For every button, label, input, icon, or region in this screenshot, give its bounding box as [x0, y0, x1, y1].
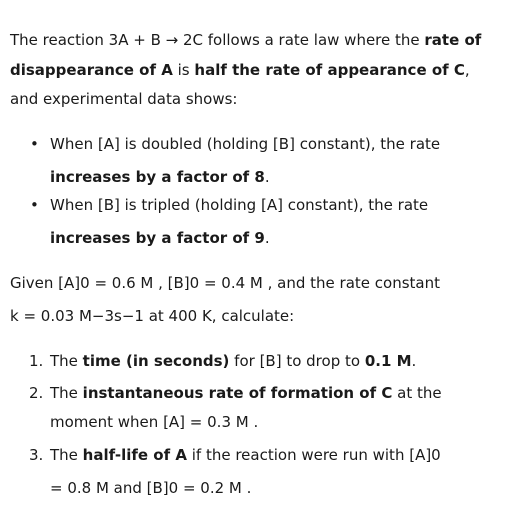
- bullet-1-line-1: When [A] is doubled (holding [B] constant), the rate: [50, 135, 441, 153]
- question-1-line-1: [50, 352, 416, 370]
- question-3-line-2: = 0.8 M and [B]0 = 0.2 M .: [50, 479, 252, 497]
- intro-emphasis: disappearance of A: [10, 61, 173, 79]
- intro-line-1: [10, 31, 526, 49]
- bullet-2-line-1: When [B] is tripled (holding [A] constant), the rate: [50, 196, 429, 214]
- given-line-2: k = 0.03 M−3s−1 at 400 K, calculate:: [10, 307, 295, 325]
- question-2-line-2: moment when [A] = 0.3 M .: [50, 413, 259, 431]
- bullet-emphasis: increases by a factor of 9: [50, 229, 265, 247]
- bullet-text: .: [264, 229, 270, 247]
- question-text: The: [50, 446, 83, 464]
- intro-text: is: [172, 61, 195, 79]
- question-2-line-1: [50, 384, 442, 402]
- intro-line-3: and experimental data shows:: [10, 90, 238, 108]
- bullet-text: .: [264, 168, 270, 186]
- intro-text: ,: [464, 61, 470, 79]
- question-3-line-1: [50, 446, 441, 464]
- question-emphasis: instantaneous rate of formation of C: [82, 384, 393, 402]
- question-text: .: [411, 352, 417, 370]
- question-emphasis: time (in seconds): [82, 352, 230, 370]
- intro-line-2: [10, 61, 526, 79]
- question-3-number: 3.: [29, 446, 44, 464]
- intro-text: The reaction 3A + B → 2C follows a rate law where the: [10, 31, 425, 49]
- bullet-1-line-2: [50, 168, 270, 186]
- intro-emphasis: half the rate of appearance of C: [194, 61, 465, 79]
- bullet-marker: •: [30, 196, 39, 214]
- question-text: if the reaction were run with [A]0: [186, 446, 441, 464]
- question-emphasis: half-life of A: [82, 446, 187, 464]
- bullet-emphasis: increases by a factor of 8: [50, 168, 265, 186]
- question-text: at the: [392, 384, 442, 402]
- question-1-number: 1.: [29, 352, 44, 370]
- question-2-number: 2.: [29, 384, 44, 402]
- given-line-1: Given [A]0 = 0.6 M , [B]0 = 0.4 M , and the rate constant: [10, 274, 440, 292]
- question-text: The: [50, 352, 83, 370]
- question-text: The: [50, 384, 83, 402]
- question-text: for [B] to drop to: [229, 352, 365, 370]
- intro-emphasis: rate of: [424, 31, 482, 49]
- bullet-marker: •: [30, 135, 39, 153]
- question-emphasis: 0.1 M: [364, 352, 412, 370]
- bullet-2-line-2: [50, 229, 270, 247]
